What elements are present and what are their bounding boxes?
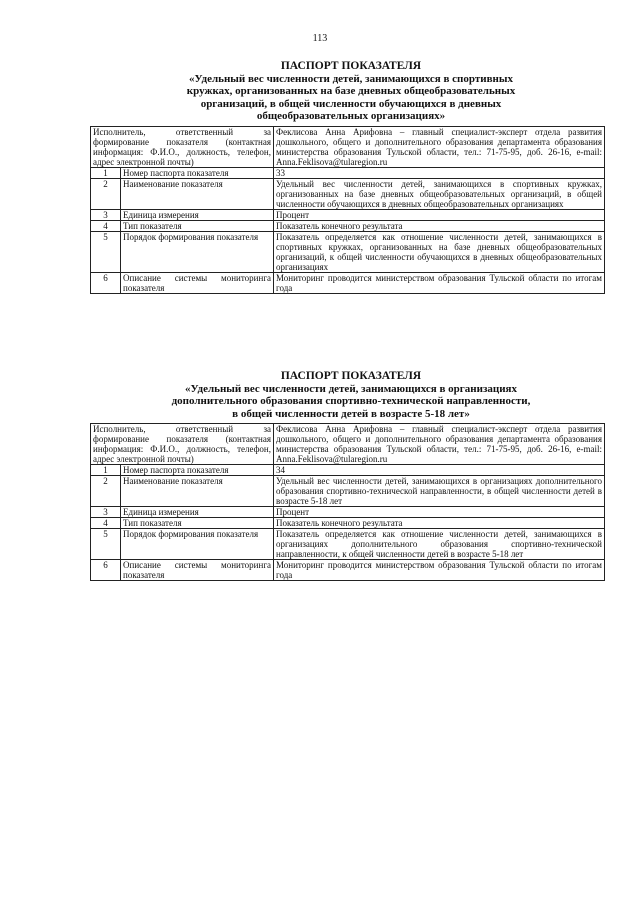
row-value: Мониторинг проводится министерством образования Тульской области по итогам года bbox=[274, 560, 605, 581]
passport-subtitle-line: дополнительного образования спортивно-технической направленности, bbox=[171, 395, 531, 407]
row-label: Номер паспорта показателя bbox=[121, 465, 274, 476]
passport-subtitle-line: в общей численности детей в возрасте 5-18 лет» bbox=[232, 407, 470, 420]
executor-value: Феклисова Анна Арифовна – главный специалист-эксперт отдела развития дошкольного, общего и дополнительного образования департамента образования министерства образования Тульской области, тел.: 71-75-95, доб. 26-16, e-mail: Anna.Feklisova@tularegion.ru bbox=[274, 126, 605, 167]
row-value: Показатель конечного результата bbox=[274, 518, 605, 529]
row-number: 6 bbox=[91, 272, 121, 293]
table-row bbox=[91, 560, 605, 581]
row-value: Процент bbox=[274, 209, 605, 220]
row-number: 6 bbox=[91, 560, 121, 581]
row-value: Показатель конечного результата bbox=[274, 220, 605, 231]
row-label: Порядок формирования показателя bbox=[121, 231, 274, 272]
row-label: Тип показателя bbox=[121, 220, 274, 231]
passport-subtitle-line: общеобразовательных организациях» bbox=[256, 110, 446, 122]
row-value: Мониторинг проводится министерством образования Тульской области по итогам года bbox=[274, 272, 605, 293]
passport-subtitle-line: «Удельный вес численности детей, занимающихся в организациях bbox=[185, 382, 517, 395]
page-number: 113 bbox=[312, 33, 328, 44]
row-number: 4 bbox=[91, 220, 121, 231]
table-row-executor bbox=[91, 424, 605, 465]
row-label: Наименование показателя bbox=[121, 476, 274, 507]
passport-section-1 bbox=[90, 60, 604, 294]
row-value: 34 bbox=[274, 465, 605, 476]
row-label: Описание системы мониторинга показателя bbox=[121, 272, 274, 293]
row-label: Единица измерения bbox=[121, 209, 274, 220]
row-label: Единица измерения bbox=[121, 507, 274, 518]
passport-title: ПАСПОРТ ПОКАЗАТЕЛЯ bbox=[280, 60, 422, 72]
row-number: 2 bbox=[91, 476, 121, 507]
executor-value: Феклисова Анна Арифовна – главный специалист-эксперт отдела развития дошкольного, общего и дополнительного образования департамента образования министерства образования Тульской области, тел.: 71-75-95, доб. 26-16, e-mail: Anna.Feklisova@tularegion.ru bbox=[274, 424, 605, 465]
row-number: 5 bbox=[91, 231, 121, 272]
row-number: 1 bbox=[91, 167, 121, 178]
table-row-executor bbox=[91, 126, 605, 167]
passport-table bbox=[90, 126, 605, 294]
row-number: 4 bbox=[91, 518, 121, 529]
row-value: Удельный вес численности детей, занимающихся в организациях дополнительного образования спортивно-технической направленности, в общей численности детей в возрасте 5-18 лет bbox=[274, 476, 605, 507]
table-row bbox=[91, 529, 605, 560]
table-row bbox=[91, 518, 605, 529]
table-row bbox=[91, 220, 605, 231]
row-value: Показатель определяется как отношение численности детей, занимающихся в организациях дополнительного образования спортивно-технической направленности, к общей численности детей в возрасте 5-18 лет bbox=[274, 529, 605, 560]
row-number: 1 bbox=[91, 465, 121, 476]
table-row bbox=[91, 178, 605, 209]
executor-label: Исполнитель, ответственный за формирование показателя (контактная информация: Ф.И.О., должность, телефон, адрес электронной почты) bbox=[91, 126, 274, 167]
row-value: Процент bbox=[274, 507, 605, 518]
passport-subtitle-line: «Удельный вес численности детей, занимающихся в спортивных bbox=[189, 72, 513, 85]
row-value: Удельный вес численности детей, занимающихся в спортивных кружках, организованных на базе дневных общеобразовательных организаций, в общей численности обучающихся в дневных общеобразовательных организациях bbox=[274, 178, 605, 209]
row-label: Описание системы мониторинга показателя bbox=[121, 560, 274, 581]
row-label: Номер паспорта показателя bbox=[121, 167, 274, 178]
row-label: Тип показателя bbox=[121, 518, 274, 529]
passport-table bbox=[90, 423, 605, 581]
row-label: Наименование показателя bbox=[121, 178, 274, 209]
table-row bbox=[91, 507, 605, 518]
passport-heading bbox=[98, 370, 604, 420]
row-value: Показатель определяется как отношение численности детей, занимающихся в спортивных кружках, организованных на базе дневных общеобразовательных организаций, к общей численности обучающихся в дневных общеобразовательных организациях bbox=[274, 231, 605, 272]
passport-title: ПАСПОРТ ПОКАЗАТЕЛЯ bbox=[280, 370, 422, 382]
row-number: 3 bbox=[91, 507, 121, 518]
row-value: 33 bbox=[274, 167, 605, 178]
passport-section-2 bbox=[90, 370, 604, 581]
table-row bbox=[91, 209, 605, 220]
passport-subtitle-line: организаций, в общей численности обучающихся в дневных bbox=[200, 97, 502, 110]
row-number: 2 bbox=[91, 178, 121, 209]
executor-label: Исполнитель, ответственный за формирование показателя (контактная информация: Ф.И.О., должность, телефон, адрес электронной почты) bbox=[91, 424, 274, 465]
table-row bbox=[91, 476, 605, 507]
table-row bbox=[91, 465, 605, 476]
row-number: 3 bbox=[91, 209, 121, 220]
table-row bbox=[91, 167, 605, 178]
row-label: Порядок формирования показателя bbox=[121, 529, 274, 560]
table-row bbox=[91, 231, 605, 272]
row-number: 5 bbox=[91, 529, 121, 560]
table-row bbox=[91, 272, 605, 293]
passport-subtitle-line: кружках, организованных на базе дневных общеобразовательных bbox=[186, 85, 516, 97]
passport-heading bbox=[98, 60, 604, 123]
